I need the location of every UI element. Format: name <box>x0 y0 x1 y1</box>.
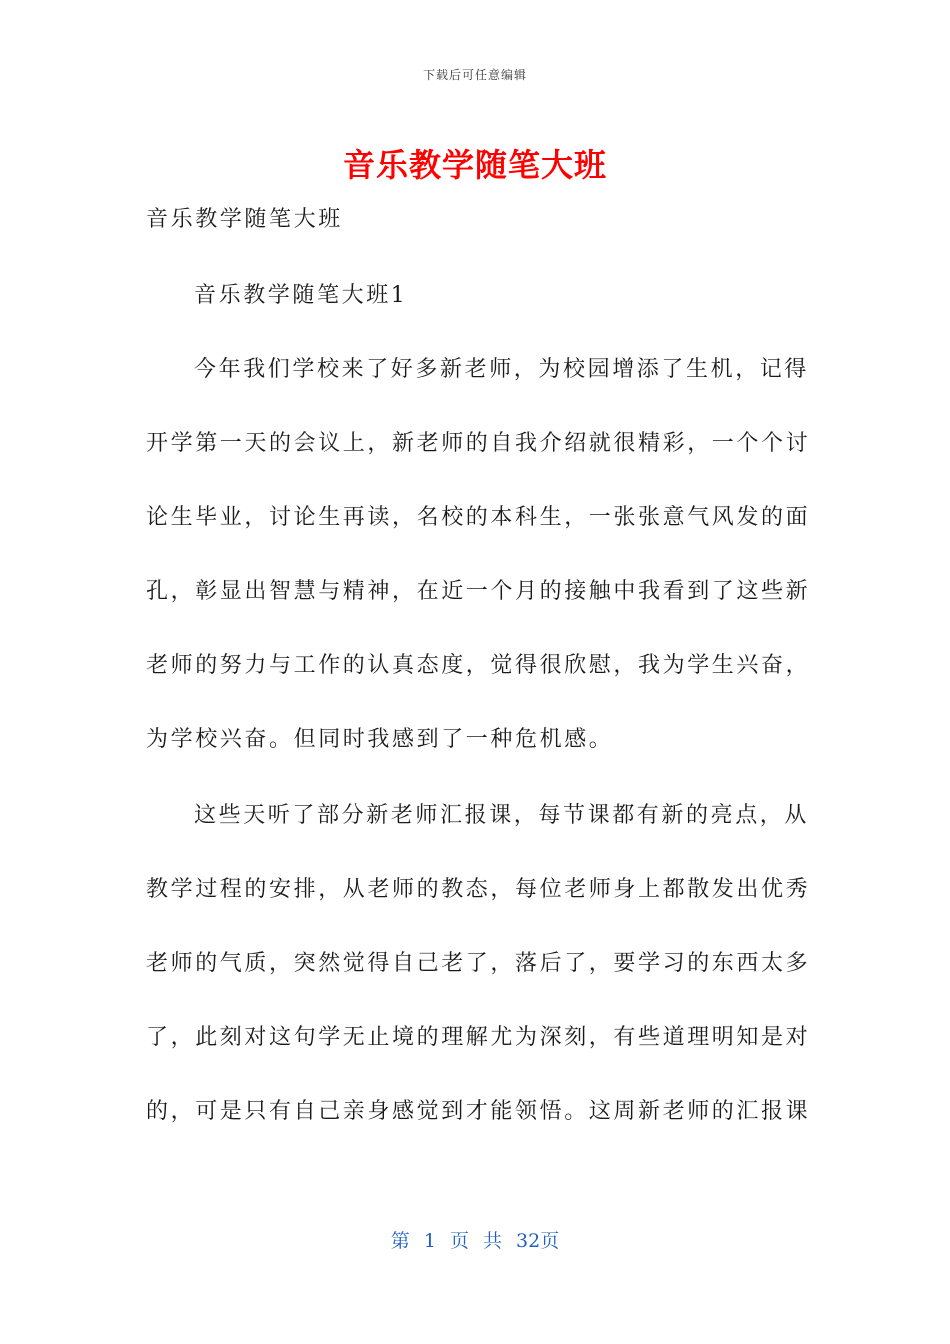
paragraph-line: 孔，彰显出智慧与精神，在近一个月的接触中我看到了这些新 <box>146 579 811 604</box>
paragraph-line: 开学第一天的会议上，新老师的自我介绍就很精彩，一个个讨 <box>146 431 811 456</box>
paragraph-line: 老师的努力与工作的认真态度，觉得很欣慰，我为学生兴奋， <box>146 653 811 678</box>
paragraph-line: 论生毕业，讨论生再读，名校的本科生，一张张意气风发的面 <box>146 505 811 530</box>
paragraph-line: 老师的气质，突然觉得自己老了，落后了，要学习的东西太多 <box>146 951 811 976</box>
document-title: 音乐教学随笔大班 <box>342 146 607 184</box>
paragraph-line: 为学校兴奋。但同时我感到了一种危机感。 <box>146 727 614 752</box>
page-number-footer: 第 1 页 共 32页 <box>390 1230 560 1252</box>
paragraph-line: 教学过程的安排，从老师的教态，每位老师身上都散发出优秀 <box>146 877 811 902</box>
paragraph-2 <box>146 797 811 1167</box>
header-note: 下载后可任意编辑 <box>422 68 527 82</box>
paragraph-1 <box>146 351 811 795</box>
paragraph-line: 的，可是只有自己亲身感觉到才能领悟。这周新老师的汇报课 <box>146 1099 811 1124</box>
section-heading: 音乐教学随笔大班1 <box>194 283 408 308</box>
document-subtitle: 音乐教学随笔大班 <box>146 207 343 232</box>
paragraph-line: 今年我们学校来了好多新老师，为校园增添了生机，记得 <box>194 357 810 382</box>
paragraph-line: 这些天听了部分新老师汇报课，每节课都有新的亮点，从 <box>194 803 810 828</box>
paragraph-line: 了，此刻对这句学无止境的理解尤为深刻，有些道理明知是对 <box>146 1025 811 1050</box>
